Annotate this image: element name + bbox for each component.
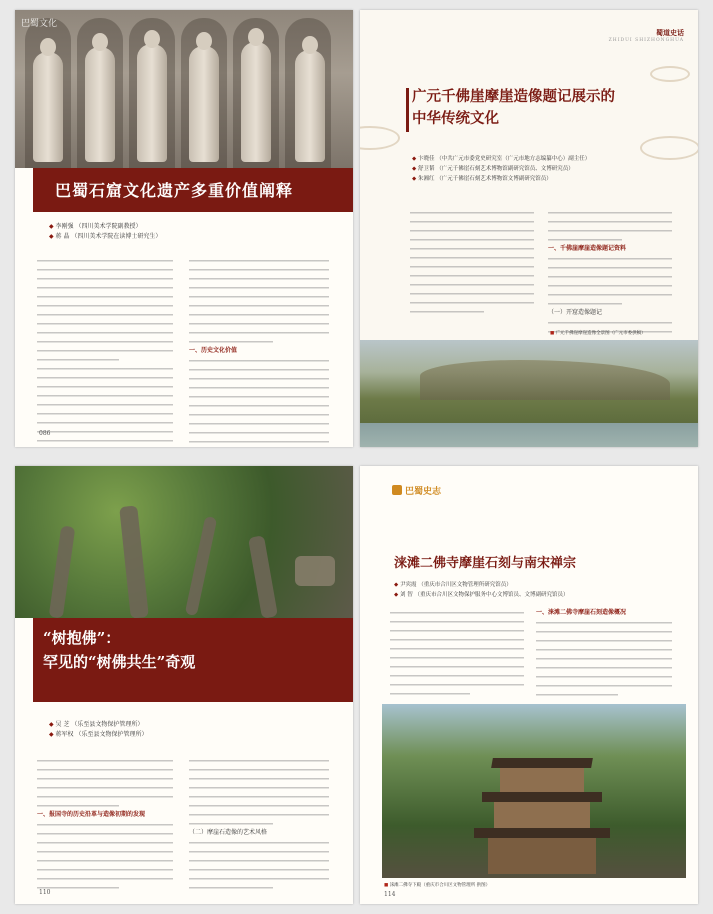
author: ◆ 蒋 晶 （四川美术学院在读博士研究生） — [49, 232, 161, 242]
body-column-right — [189, 256, 329, 446]
statues-photo — [15, 10, 353, 168]
article-title: 涞滩二佛寺摩崖石刻与南宋禅宗 — [394, 556, 577, 571]
author: ◆ 舒卫韬 （广元千佛崖石刻艺术博物馆副研究馆员、文博研究员） — [412, 164, 590, 174]
page-number: 114 — [384, 891, 396, 898]
body-column-left — [37, 256, 173, 447]
body-column-left — [410, 208, 534, 316]
title-rule — [406, 88, 409, 132]
cliff-landscape-photo — [360, 340, 698, 447]
column-tag-sub: ZHIDUI SHIZHONGHUA — [608, 38, 684, 43]
section-heading: 一、千佛崖摩崖造像题记资料 — [548, 245, 627, 252]
author: ◆ 刘 智 （重庆市合川区文物保护服务中心文博馆员、文博副研究馆员） — [394, 590, 568, 600]
author-list — [49, 720, 147, 740]
author: ◆ 卞晓佳 （中共广元市委党史研究室（广元市地方志编纂中心）副主任） — [412, 154, 590, 164]
body-column-right — [548, 208, 672, 336]
section-heading: 一、历史文化价值 — [189, 347, 238, 354]
body-column-right — [189, 756, 329, 892]
page-number: 110 — [39, 889, 51, 896]
section-heading: 一、报国寺的历史沿革与造像初期的发现 — [37, 811, 146, 818]
body-column-right — [536, 608, 672, 699]
page-number: 086 — [39, 430, 51, 437]
column-tag-icon — [392, 485, 402, 495]
author: ◆ 吴 芝 （乐至县文物保护管理所） — [49, 720, 147, 730]
column-tag: 巴蜀史志 — [392, 484, 441, 497]
subsection-heading: （一）开窟造像题记 — [548, 309, 603, 316]
photo-caption: ■ 涞滩二佛寺下殿（重庆市合川区文物管理所 供图） — [384, 882, 490, 888]
author: ◆ 朱湘红 （广元千佛崖石刻艺术博物馆文博副研究馆员） — [412, 174, 590, 184]
title-banner — [33, 168, 353, 212]
temple-photo — [382, 704, 686, 878]
body-column-left — [390, 608, 524, 698]
article-title: 巴蜀石窟文化遗产多重价值阐释 — [55, 181, 294, 200]
column-tag: 蜀道史话 ZHIDUI SHIZHONGHUA — [608, 28, 684, 43]
article-title: 广元千佛崖摩崖造像题记展示的 中华传统文化 — [412, 88, 615, 127]
section-heading: 一、涞滩二佛寺摩崖石刻造像概况 — [536, 609, 627, 616]
photo-caption: ■ 广元千佛崖摩崖造像全景图（广元市委供稿） — [550, 330, 646, 336]
author-list — [412, 154, 590, 184]
article-title: “树抱佛”： 罕见的“树佛共生”奇观 — [43, 629, 196, 671]
author: ◆ 尹宾霞 （重庆市合川区文物管理所研究馆员） — [394, 580, 568, 590]
tree-buddha-photo — [15, 466, 353, 618]
author: ◆ 蒋军权 （乐至县文物保护管理所） — [49, 730, 147, 740]
author: ◆ 李刚强 （四川美术学院副教授） — [49, 222, 161, 232]
body-column-left — [37, 756, 173, 892]
page-stone-grotto-article — [15, 10, 353, 447]
author-list — [394, 580, 568, 600]
subsection-heading: （二）摩崖石造像的艺术风格 — [189, 829, 268, 836]
page-laitan-article — [360, 466, 698, 904]
author-list — [49, 222, 161, 242]
page-guangyuan-article — [360, 10, 698, 447]
page-tree-buddha-article — [15, 466, 353, 904]
magazine-logo: 巴蜀文化 — [21, 19, 58, 29]
